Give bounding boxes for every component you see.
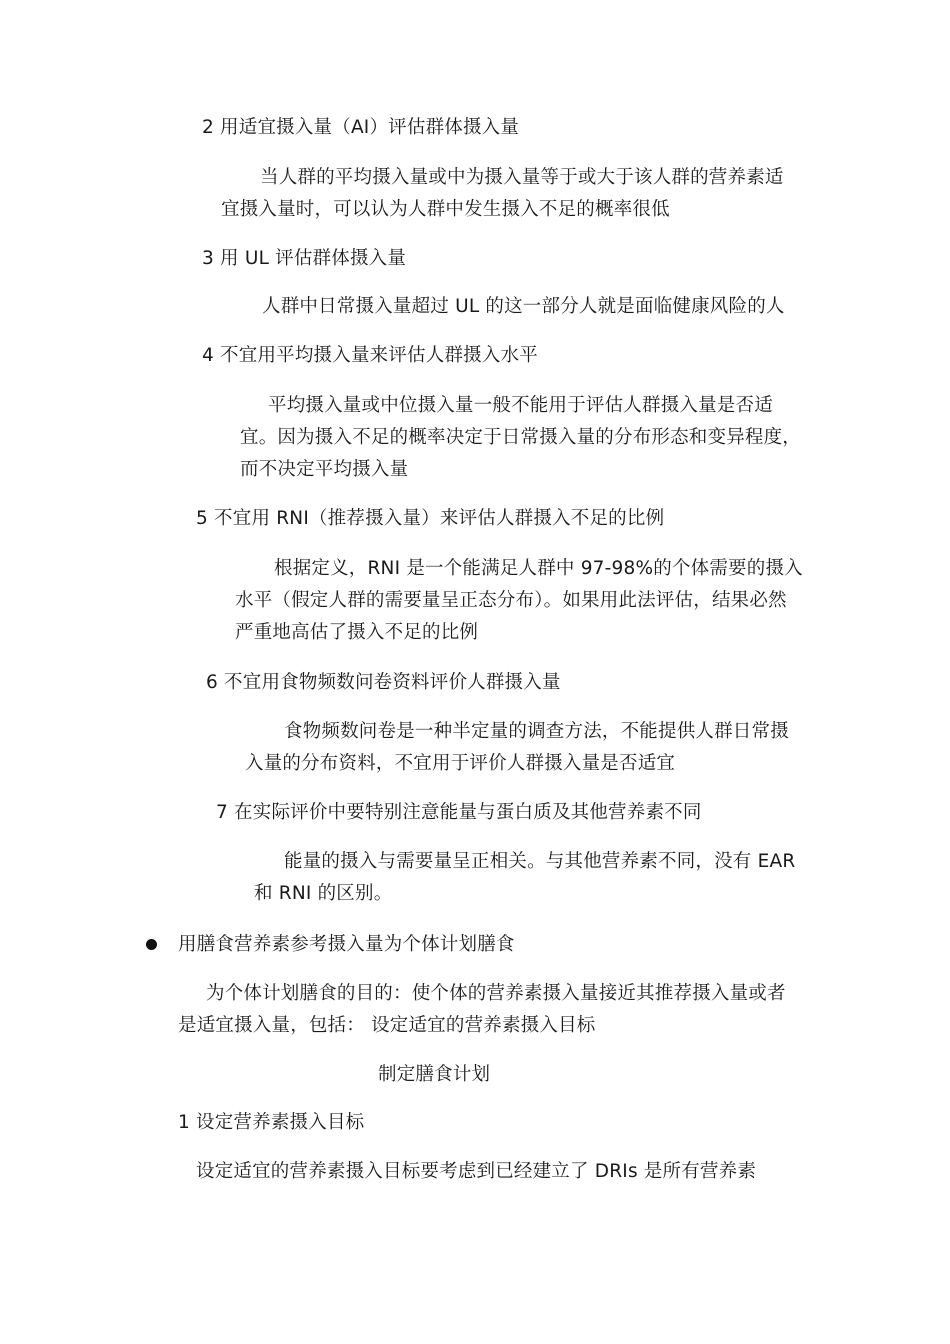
section-7-body-line-2: 和 RNI 的区别。 — [254, 883, 393, 904]
section-4-body-line-2: 宜。因为摄入不足的概率决定于日常摄入量的分布形态和变异程度， — [240, 427, 802, 448]
section-heading-2: 2 用适宜摄入量（AI）评估群体摄入量 — [202, 117, 520, 138]
section-2-body-line-1: 当人群的平均摄入量或中为摄入量等于或大于该人群的营养素适 — [260, 167, 784, 188]
subsection-heading-1: 1 设定营养素摄入目标 — [178, 1112, 365, 1133]
section-heading-3: 3 用 UL 评估群体摄入量 — [202, 248, 407, 269]
section-2-body-line-2: 宜摄入量时，可以认为人群中发生摄入不足的概率很低 — [221, 199, 670, 220]
bullet-intro-line-1: 为个体计划膳食的目的：使个体的营养素摄入量接近其推荐摄入量或者 — [206, 983, 786, 1004]
section-heading-7: 7 在实际评价中要特别注意能量与蛋白质及其他营养素不同 — [216, 802, 702, 823]
section-3-body-line-1: 人群中日常摄入量超过 UL 的这一部分人就是面临健康风险的人 — [262, 296, 785, 317]
bullet-icon — [146, 939, 157, 950]
section-7-body-line-1: 能量的摄入与需要量呈正相关。与其他营养素不同，没有 EAR — [284, 851, 796, 872]
section-heading-5: 5 不宜用 RNI（推荐摄入量）来评估人群摄入不足的比例 — [196, 508, 665, 529]
section-4-body-line-3: 而不决定平均摄入量 — [240, 459, 409, 480]
section-5-body-line-2: 水平（假定人群的需要量呈正态分布）。如果用此法评估，结果必然 — [235, 590, 787, 611]
section-6-body-line-2: 入量的分布资料，不宜用于评价人群摄入量是否适宜 — [245, 753, 676, 774]
section-heading-6: 6 不宜用食物频数问卷资料评价人群摄入量 — [206, 672, 561, 693]
section-6-body-line-1: 食物频数问卷是一种半定量的调查方法，不能提供人群日常摄 — [284, 721, 789, 742]
subsection-1-body-line-1: 设定适宜的营养素摄入目标要考虑到已经建立了 DRIs 是所有营养素 — [196, 1161, 757, 1182]
bullet-heading: 用膳食营养素参考摄入量为个体计划膳食 — [178, 934, 515, 955]
bullet-intro-line-2: 是适宜摄入量，包括： 设定适宜的营养素摄入目标 — [178, 1015, 596, 1036]
bullet-sub-item: 制定膳食计划 — [378, 1064, 491, 1085]
section-5-body-line-1: 根据定义，RNI 是一个能满足人群中 97-98%的个体需要的摄入 — [274, 558, 803, 579]
section-heading-4: 4 不宜用平均摄入量来评估人群摄入水平 — [202, 345, 538, 366]
section-5-body-line-3: 严重地高估了摄入不足的比例 — [235, 622, 479, 643]
section-4-body-line-1: 平均摄入量或中位摄入量一般不能用于评估人群摄入量是否适 — [268, 395, 773, 416]
